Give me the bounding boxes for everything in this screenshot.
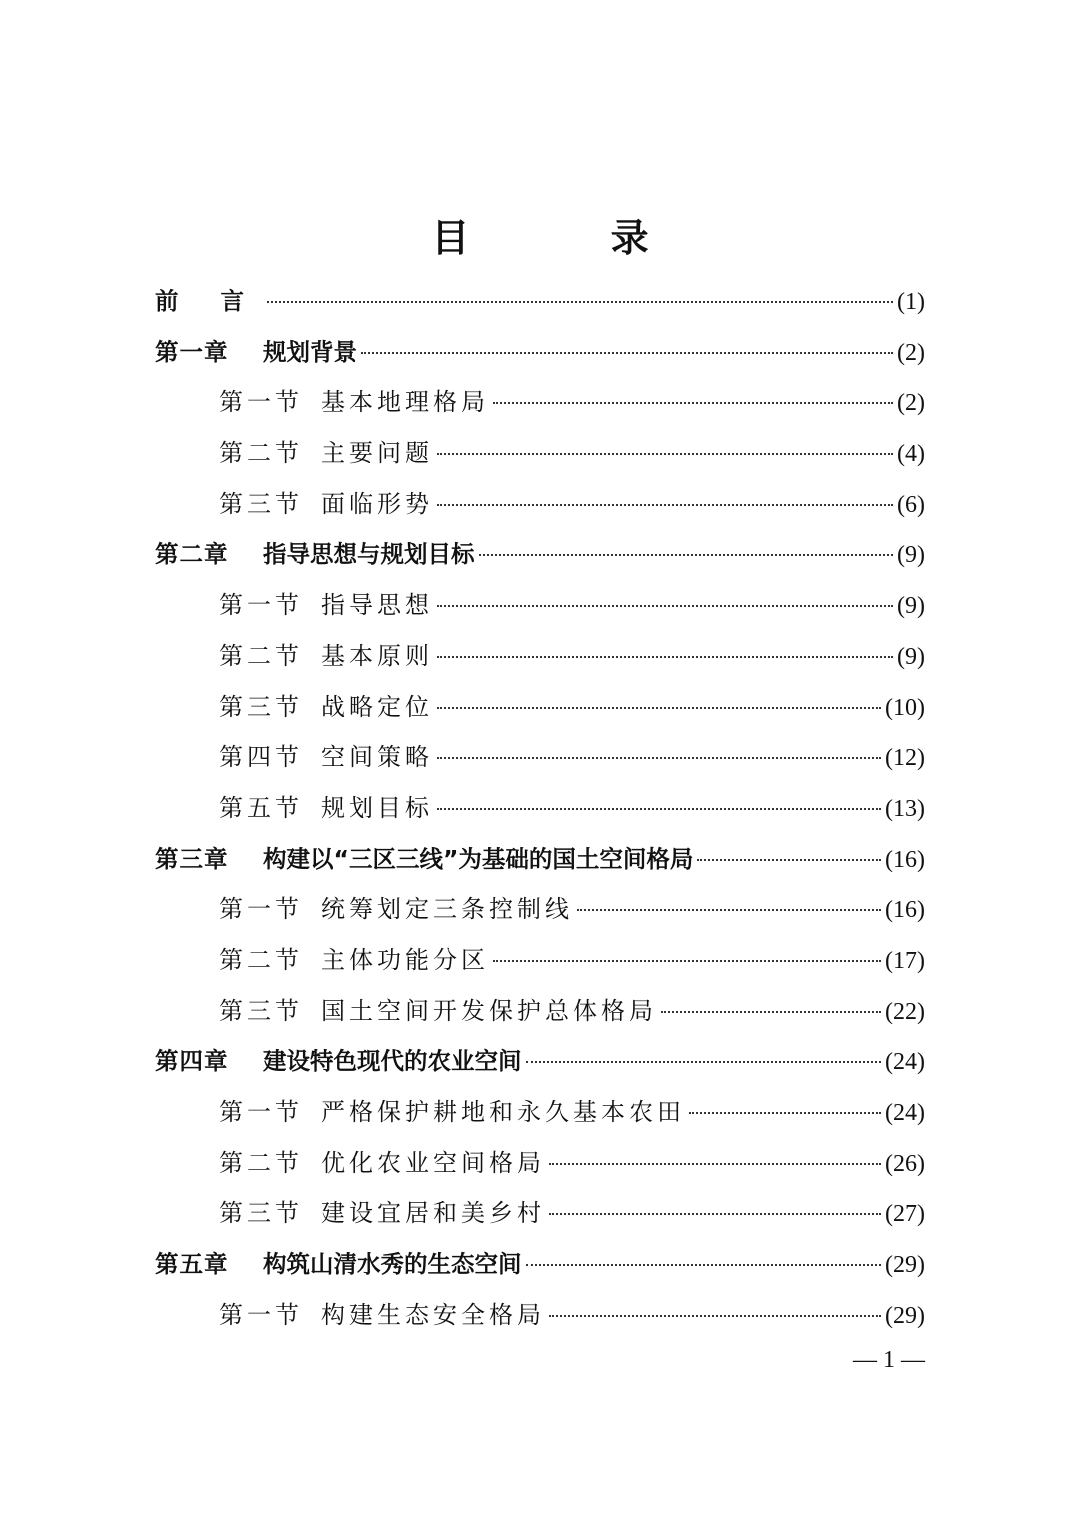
toc-entry-title: 规划目标 (321, 793, 433, 822)
dot-leader (526, 1061, 882, 1063)
toc-entry-label: 第五节 (219, 793, 303, 822)
dot-leader (437, 453, 893, 455)
toc-entry-title: 面临形势 (321, 489, 433, 518)
toc-entry-page: (2) (897, 390, 925, 417)
toc-chapter-entry[interactable] (155, 529, 925, 580)
toc-section-entry[interactable] (155, 631, 925, 682)
dot-leader (493, 402, 893, 404)
dot-leader (549, 1315, 881, 1317)
toc-entry-label: 第二节 (219, 439, 303, 468)
dot-leader (549, 1213, 881, 1215)
toc-entry-label: 第三节 (219, 996, 303, 1025)
toc-entry-label: 前言 (155, 287, 286, 315)
toc-entry-page: (16) (885, 846, 925, 873)
toc-section-entry[interactable] (155, 1087, 925, 1138)
dot-leader (437, 808, 881, 810)
toc-entry-page: (12) (885, 745, 925, 772)
toc-entry-page: (10) (885, 694, 925, 721)
toc-entry-title: 规划背景 (263, 337, 357, 366)
toc-entry-label: 第二节 (219, 641, 303, 670)
toc-entry-label: 第一节 (219, 388, 303, 417)
toc-section-entry[interactable] (155, 986, 925, 1037)
toc-entry-page: (9) (897, 643, 925, 670)
page-title-text: 目 录 (431, 216, 713, 260)
toc-entry-label: 第四节 (219, 743, 303, 772)
toc-entry-label: 第五章 (155, 1250, 229, 1279)
toc-entry-title: 构筑山清水秀的生态空间 (263, 1250, 522, 1279)
toc-entry-label: 第二章 (155, 540, 229, 569)
toc-entry-title: 空间策略 (321, 743, 433, 772)
toc-entry-title: 指导思想与规划目标 (263, 540, 475, 569)
toc-entry-label: 第一章 (155, 337, 229, 366)
toc-entry-title: 构建以“三区三线”为基础的国土空间格局 (263, 844, 694, 873)
page-title (0, 208, 1080, 268)
toc-entry-page: (9) (897, 593, 925, 620)
toc-section-entry[interactable] (155, 682, 925, 733)
toc-entry-label: 第四章 (155, 1047, 229, 1076)
dot-leader (437, 605, 893, 607)
toc-section-entry[interactable] (155, 479, 925, 530)
toc-entry-page: (29) (885, 1252, 925, 1279)
toc-entry-label: 第一节 (219, 1300, 303, 1329)
toc-chapter-entry[interactable] (155, 834, 925, 885)
dot-leader (697, 859, 881, 861)
table-of-contents (155, 276, 925, 1340)
toc-section-entry[interactable] (155, 884, 925, 935)
dot-leader (437, 504, 893, 506)
toc-entry-page: (4) (897, 441, 925, 468)
dot-leader (437, 707, 881, 709)
toc-entry-page: (24) (885, 1100, 925, 1126)
dot-leader (526, 1264, 882, 1266)
toc-entry-page: (24) (885, 1049, 925, 1076)
toc-entry-label: 第二节 (219, 945, 303, 974)
toc-entry-page: (6) (897, 491, 925, 518)
footer-page-number: — 1 — (853, 1347, 925, 1373)
toc-section-entry[interactable] (155, 732, 925, 783)
toc-entry-title: 基本原则 (321, 641, 433, 670)
toc-entry-title: 国土空间开发保护总体格局 (321, 996, 657, 1025)
toc-entry-page: (26) (885, 1150, 925, 1177)
toc-entry-label: 第二节 (219, 1148, 303, 1177)
toc-chapter-entry[interactable] (155, 1239, 925, 1290)
toc-entry-label: 第三章 (155, 844, 229, 873)
toc-chapter-entry[interactable] (155, 1036, 925, 1087)
toc-entry-label: 第三节 (219, 1199, 303, 1228)
dot-leader (361, 352, 893, 354)
toc-entry-page: (27) (885, 1201, 925, 1228)
toc-entry-title: 构建生态安全格局 (321, 1300, 545, 1329)
toc-chapter-entry[interactable] (155, 327, 925, 378)
toc-entry-label: 第三节 (219, 692, 303, 721)
toc-entry-label: 第一节 (219, 895, 303, 924)
dot-leader (437, 656, 893, 658)
toc-entry-page: (13) (885, 795, 925, 822)
toc-section-entry[interactable] (155, 1290, 925, 1341)
dot-leader (479, 554, 894, 556)
toc-section-entry[interactable] (155, 1188, 925, 1239)
toc-entry-title: 统筹划定三条控制线 (321, 895, 573, 924)
dot-leader (661, 1011, 881, 1013)
toc-entry-page: (1) (897, 289, 925, 315)
dot-leader (437, 757, 881, 759)
toc-section-entry[interactable] (155, 783, 925, 834)
toc-entry-page: (9) (897, 542, 925, 569)
toc-section-entry[interactable] (155, 935, 925, 986)
toc-section-entry[interactable] (155, 428, 925, 479)
toc-entry-label: 第三节 (219, 489, 303, 518)
toc-entry-label: 第一节 (219, 1098, 303, 1126)
toc-entry-title: 建设特色现代的农业空间 (263, 1047, 522, 1076)
toc-chapter-entry[interactable] (155, 276, 925, 327)
toc-entry-page: (29) (885, 1302, 925, 1329)
toc-entry-page: (16) (885, 897, 925, 924)
toc-section-entry[interactable] (155, 1138, 925, 1189)
toc-entry-page: (2) (897, 339, 925, 366)
toc-section-entry[interactable] (155, 580, 925, 631)
toc-entry-title: 战略定位 (321, 692, 433, 721)
toc-entry-title: 主体功能分区 (321, 945, 489, 974)
toc-entry-label: 第一节 (219, 591, 303, 620)
toc-entry-page: (17) (885, 947, 925, 974)
dot-leader (549, 1163, 881, 1165)
toc-entry-title: 指导思想 (321, 591, 433, 620)
toc-entry-title: 优化农业空间格局 (321, 1148, 545, 1177)
toc-entry-title: 建设宜居和美乡村 (321, 1199, 545, 1228)
toc-entry-title: 基本地理格局 (321, 388, 489, 417)
dot-leader (267, 301, 893, 303)
toc-section-entry[interactable] (155, 377, 925, 428)
toc-entry-title: 严格保护耕地和永久基本农田 (321, 1098, 685, 1126)
toc-entry-page: (22) (885, 998, 925, 1025)
dot-leader (689, 1112, 881, 1114)
dot-leader (493, 960, 881, 962)
toc-entry-title: 主要问题 (321, 439, 433, 468)
dot-leader (577, 909, 881, 911)
